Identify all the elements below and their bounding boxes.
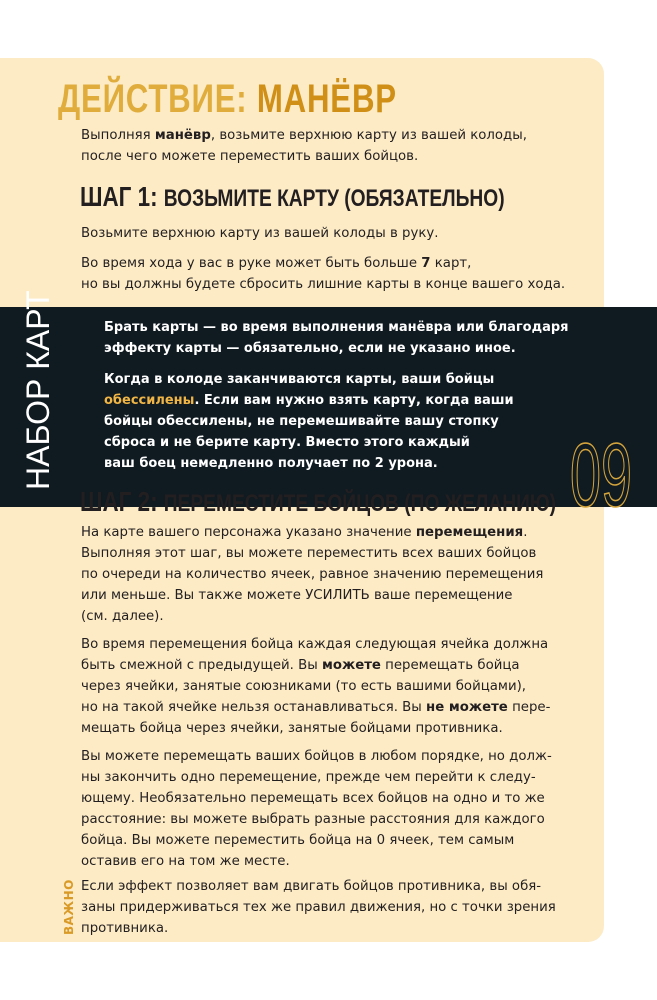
step1-paragraph-1: Возьмите верхнюю карту из вашей колоды в руку. (81, 226, 439, 241)
step2-p3-line-6: оставив его на том же месте. (81, 854, 290, 869)
step1-title: ВОЗЬМИТЕ КАРТУ (ОБЯЗАТЕЛЬНО) (163, 185, 505, 212)
step2-p3-line-3: ющему. Необязательно перемещать всех бойцов на одно и то же (81, 791, 545, 806)
step2-p2-line-2: быть смежной с предыдущей. Вы можете перемещать бойца (81, 658, 520, 673)
step2-p1-line-3: по очереди на количество ячеек, равное значению перемещения (81, 567, 544, 582)
step1-label: ШАГ 1: (80, 181, 164, 212)
sidebar-line-5: бойцы обессилены, не перемешивайте вашу стопку (104, 414, 499, 429)
sidebar-line-6: сброса и не берите карту. Вместо этого каждый (104, 435, 470, 450)
intro-line-2: после чего можете переместить ваших бойцов. (81, 149, 419, 164)
important-line-2: заны придерживаться тех же правил движения, но с точки зрения (81, 900, 556, 915)
important-line-1: Если эффект позволяет вам двигать бойцов противника, вы обя- (81, 879, 542, 894)
step2-p2-line-4: но на такой ячейке нельзя останавливаться. Вы не можете пере- (81, 700, 551, 715)
step2-p2-line-3: через ячейки, занятые союзниками (то есть вашими бойцами), (81, 679, 526, 694)
step2-p3-line-5: бойца. Вы можете переместить бойца на 0 ячеек, тем самым (81, 833, 515, 848)
intro-line-1: Выполняя манёвр, возьмите верхнюю карту из вашей колоды, (81, 128, 527, 143)
term-movement: перемещения (415, 525, 524, 540)
sidebar-line-7: ваш боец немедленно получает по 2 урона. (104, 456, 438, 471)
sidebar-label: НАБОР КАРТ (20, 290, 56, 490)
sidebar-line-3: Когда в колоде заканчиваются карты, ваши бойцы (104, 372, 495, 387)
step1-paragraph-2-line-1: Во время хода у вас в руке может быть больше 7 карт, (81, 256, 472, 271)
page-title (58, 77, 397, 122)
sidebar-line-1: Брать карты — во время выполнения манёвра или благодаря (104, 320, 569, 335)
page-number (566, 426, 636, 516)
step2-p3-line-1: Вы можете перемещать ваших бойцов в любом порядке, но долж- (81, 749, 552, 764)
step1-heading (80, 181, 505, 213)
step2-heading (80, 486, 556, 518)
term-cannot: не можете (426, 700, 508, 715)
step2-p1-line-5: (см. далее). (81, 609, 164, 624)
sidebar-line-4: обессилены. Если вам нужно взять карту, когда ваши (104, 393, 514, 408)
step2-title: ПЕРЕМЕСТИТЕ БОЙЦОВ (ПО ЖЕЛАНИЮ) (163, 490, 557, 517)
term-maneuver: манёвр (154, 128, 211, 143)
step2-p3-line-4: расстояние: вы можете выбрать разные расстояния для каждого (81, 812, 545, 827)
step2-p1-line-2: Выполняя этот шаг, вы можете переместить всех ваших бойцов (81, 546, 537, 561)
step1-paragraph-2-line-2: но вы должны будете сбросить лишние карты в конце вашего хода. (81, 277, 566, 292)
term-can: можете (321, 658, 381, 673)
step2-p2-line-5: мещать бойца через ячейки, занятые бойцами противника. (81, 721, 503, 736)
step2-p3-line-2: ны закончить одно перемещение, прежде чем перейти к следу- (81, 770, 536, 785)
page-number-text: 09 (570, 426, 632, 516)
title-action: МАНЁВР (256, 77, 397, 121)
title-prefix: ДЕЙСТВИЕ: (58, 77, 257, 121)
step2-p1-line-1: На карте вашего персонажа указано значение перемещения. (81, 525, 528, 540)
step2-label: ШАГ 2: (80, 486, 164, 517)
step2-p2-line-1: Во время перемещения бойца каждая следующая ячейка должна (81, 637, 549, 652)
sidebar-line-2: эффекту карты — обязательно, если не указано иное. (104, 341, 516, 356)
step2-p1-line-4: или меньше. Вы также можете УСИЛИТЬ ваше перемещение (81, 588, 513, 603)
term-exhausted: обессилены (104, 393, 195, 408)
important-label: ВАЖНО (62, 879, 76, 935)
important-line-3: противника. (81, 921, 169, 936)
